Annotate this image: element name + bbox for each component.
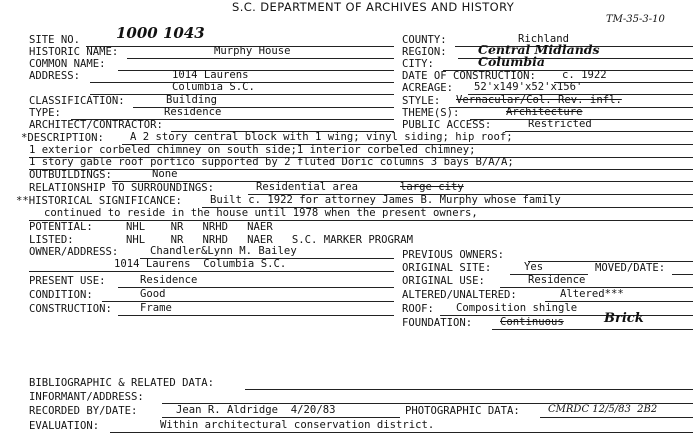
- historic-name-value: Murphy House: [214, 45, 291, 57]
- region-value: Central Midlands: [478, 42, 600, 57]
- moved-date-underline: [672, 274, 693, 275]
- evaluation-underline: [110, 432, 693, 433]
- acreage-label: ACREAGE:: [402, 82, 454, 94]
- owner-line2: 1014 Laurens Columbia S.C.: [114, 258, 287, 270]
- public-access-label: PUBLIC ACCESS:: [402, 119, 492, 131]
- recorded-label: RECORDED BY/DATE:: [29, 405, 138, 417]
- style-value: Vernacular/Col. Rev. infl.: [456, 94, 622, 106]
- relationship-value: Residential area: [256, 181, 359, 193]
- common-name-label: COMMON NAME:: [29, 58, 106, 70]
- recorded-value: Jean R. Aldridge 4/20/83: [176, 404, 336, 416]
- potential-options: NHL NR NRHD NAER: [126, 221, 273, 233]
- themes-value: Architecture: [506, 106, 583, 118]
- form-title: S.C. DEPARTMENT OF ARCHIVES AND HISTORY: [232, 0, 515, 14]
- evaluation-label: EVALUATION:: [29, 420, 100, 432]
- type-value: Residence: [164, 106, 222, 118]
- city-value: Columbia: [478, 54, 545, 69]
- roof-value: Composition shingle: [456, 302, 578, 314]
- region-label: REGION:: [402, 46, 447, 58]
- date-of-construction-label: DATE OF CONSTRUCTION:: [402, 70, 536, 82]
- outbuildings-label: OUTBUILDINGS:: [29, 169, 112, 181]
- bibliographic-label: BIBLIOGRAPHIC & RELATED DATA:: [29, 377, 214, 389]
- classification-value: Building: [166, 94, 218, 106]
- original-use-value: Residence: [528, 274, 586, 286]
- description-line1: A 2 story central block with 1 wing; vinyl siding; hip roof;: [130, 131, 513, 143]
- original-site-label: ORIGINAL SITE:: [402, 262, 492, 274]
- city-label: CITY:: [402, 58, 434, 70]
- public-access-value: Restricted: [528, 118, 592, 130]
- construction-value: Frame: [140, 302, 172, 314]
- style-label: STYLE:: [402, 95, 441, 107]
- common-name-underline: [118, 70, 394, 71]
- address-line2: Columbia S.C.: [172, 81, 255, 93]
- relationship-struck: large city: [400, 181, 464, 193]
- bibliographic-underline: [245, 389, 693, 390]
- owner-underline-2: [29, 271, 394, 272]
- photographic-underline: [540, 417, 693, 418]
- foundation-struck: Continuous: [500, 316, 564, 328]
- roof-underline: [440, 315, 693, 316]
- present-use-label: PRESENT USE:: [29, 275, 106, 287]
- type-label: TYPE:: [29, 107, 61, 119]
- owner-label: OWNER/ADDRESS:: [29, 246, 119, 258]
- moved-date-label: MOVED/DATE:: [595, 262, 666, 274]
- public-access-underline: [505, 131, 693, 132]
- foundation-label: FOUNDATION:: [402, 317, 473, 329]
- construction-underline: [118, 315, 394, 316]
- significance-line1: Built c. 1922 for attorney James B. Murphy whose family: [210, 194, 561, 206]
- address-underline-2: [90, 94, 394, 95]
- construction-label: CONSTRUCTION:: [29, 303, 112, 315]
- historic-name-label: HISTORIC NAME:: [29, 46, 119, 58]
- informant-label: INFORMANT/ADDRESS:: [29, 391, 144, 403]
- evaluation-value: Within architectural conservation district.: [160, 419, 435, 431]
- site-no-label: SITE NO.: [29, 34, 81, 46]
- acreage-value: 52'x149'x52'x156': [474, 81, 583, 93]
- foundation-underline: [492, 329, 693, 330]
- previous-owners-label: PREVIOUS OWNERS:: [402, 249, 505, 261]
- description-line2: 1 exterior corbeled chimney on south side;1 interior corbeled chimney;: [29, 144, 476, 156]
- description-label: *DESCRIPTION:: [21, 132, 104, 144]
- altered-value: Altered***: [560, 288, 624, 300]
- foundation-value: Brick: [604, 311, 644, 326]
- recorded-underline: [162, 417, 400, 418]
- owner-line1: Chandler&Lynn M. Bailey: [150, 245, 297, 257]
- site-no-value: 1000 1043: [116, 24, 205, 42]
- address-line1: 1014 Laurens: [172, 69, 249, 81]
- outbuildings-value: None: [152, 168, 178, 180]
- county-label: COUNTY:: [402, 34, 447, 46]
- county-value: Richland: [518, 33, 570, 45]
- condition-value: Good: [140, 288, 166, 300]
- significance-line2: continued to reside in the house until 1978 when the present owners,: [44, 207, 478, 219]
- description-line3: 1 story gable roof portico supported by 2 fluted Doric columns 3 bays B/A/A;: [29, 156, 514, 168]
- original-use-label: ORIGINAL USE:: [402, 275, 485, 287]
- condition-label: CONDITION:: [29, 289, 93, 301]
- roof-label: ROOF:: [402, 303, 434, 315]
- relationship-label: RELATIONSHIP TO SURROUNDINGS:: [29, 182, 214, 194]
- themes-label: THEME(S):: [402, 107, 460, 119]
- address-label: ADDRESS:: [29, 70, 81, 82]
- potential-label: POTENTIAL:: [29, 221, 93, 233]
- historic-name-underline: [127, 58, 394, 59]
- photographic-label: PHOTOGRAPHIC DATA:: [405, 405, 520, 417]
- present-use-value: Residence: [140, 274, 198, 286]
- significance-label: **HISTORICAL SIGNIFICANCE:: [16, 195, 182, 207]
- classification-label: CLASSIFICATION:: [29, 95, 125, 107]
- description-underline-3: [29, 169, 693, 170]
- corner-note: TM-35-3-10: [606, 14, 665, 25]
- altered-label: ALTERED/UNALTERED:: [402, 289, 517, 301]
- photographic-value: CMRDC 12/5/83 2B2: [548, 404, 658, 415]
- architect-label: ARCHITECT/CONTRACTOR:: [29, 119, 163, 131]
- listed-options: NHL NR NRHD NAER S.C. MARKER PROGRAM: [126, 234, 414, 246]
- listed-label: LISTED:: [29, 234, 74, 246]
- date-of-construction-value: c. 1922: [562, 69, 607, 81]
- original-site-value: Yes: [524, 261, 544, 273]
